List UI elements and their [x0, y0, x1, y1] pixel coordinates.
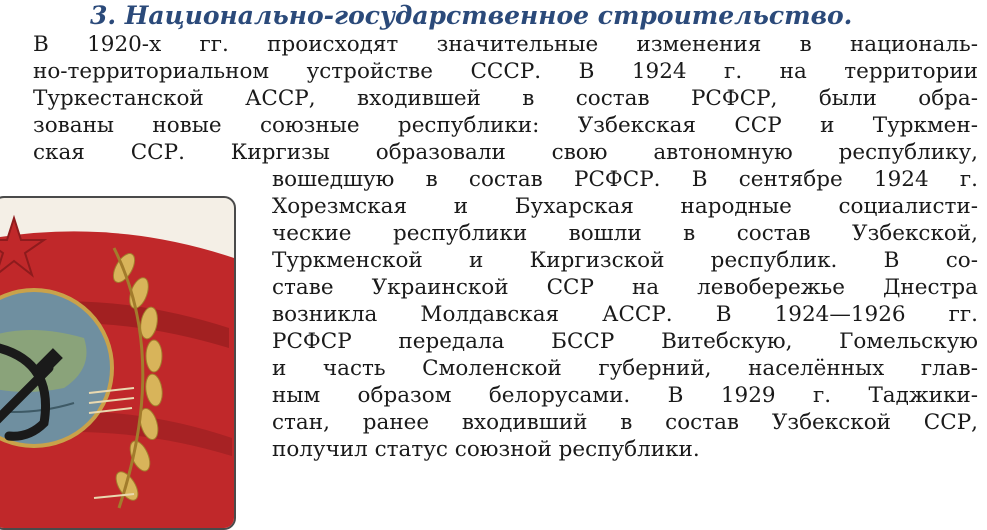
- text-line: стан, ранее входивший в состав Узбекской ССР,: [272, 410, 978, 435]
- state-emblem-illustration: [0, 196, 236, 530]
- section-heading: 3. Национально-государственное строительство.: [90, 1, 853, 30]
- text-line: ным образом белорусами. В 1929 г. Таджики-: [272, 383, 978, 408]
- text-line: возникла Молдавская АССР. В 1924—1926 гг.: [272, 302, 978, 327]
- text-line: Туркменской и Киргизской республик. В со-: [272, 248, 978, 273]
- text-line: РСФСР передала БССР Витебскую, Гомельскую: [272, 329, 978, 354]
- text-line: зованы новые союзные республики: Узбекская ССР и Туркмен-: [33, 113, 978, 138]
- text-line: получил статус союзной республики.: [272, 437, 700, 462]
- text-line: ставе Украинской ССР на левобережье Днестра: [272, 275, 978, 300]
- text-line: но-территориальном устройстве СССР. В 1924 г. на территории: [33, 59, 978, 84]
- text-line: Туркестанской АССР, входившей в состав РСФСР, были обра-: [33, 86, 978, 111]
- state-emblem-icon: [0, 198, 234, 528]
- text-line: Хорезмская и Бухарская народные социалисти-: [272, 194, 978, 219]
- text-line: вошедшую в состав РСФСР. В сентябре 1924 г.: [272, 167, 978, 192]
- text-line: ская ССР. Киргизы образовали свою автономную республику,: [33, 140, 978, 165]
- text-line: В 1920-х гг. происходят значительные изменения в националь-: [33, 32, 978, 57]
- text-line: и часть Смоленской губерний, населённых глав-: [272, 356, 978, 381]
- text-line: ческие республики вошли в состав Узбекской,: [272, 221, 978, 246]
